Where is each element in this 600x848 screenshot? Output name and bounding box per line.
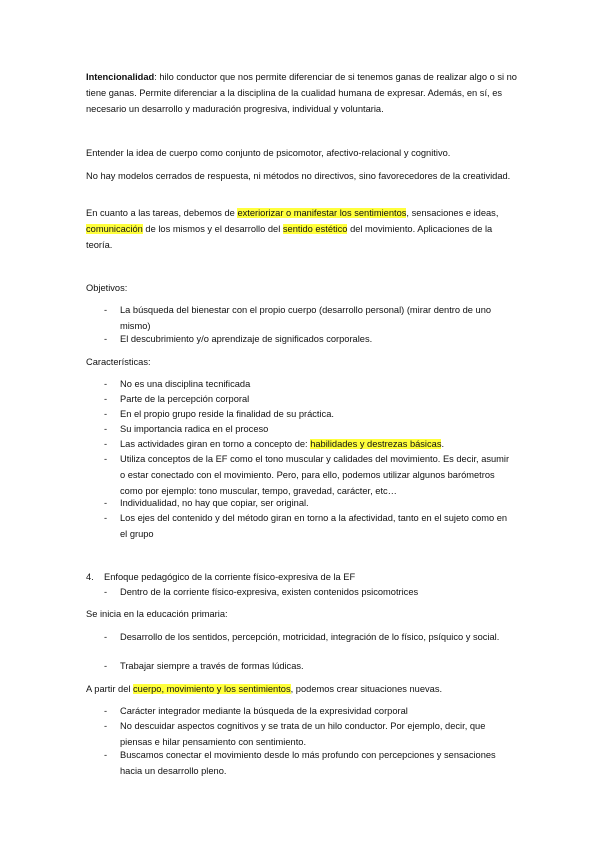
intencionalidad-text: : hilo conductor que nos permite diferenciar de si tenemos ganas de realizar algo o si no tiene ganas. Permite diferenciar a la disciplina de la cualidad humana de expresar. Además, en sí, es necesario un desarrollo y maduración progresiva, individual y voluntaria. — [86, 72, 517, 114]
bullet-dash: - — [104, 721, 108, 731]
paragraph-tareas: En cuanto a las tareas, debemos de exteriorizar o manifestar los sentimientos, sensaciones e ideas, comunicación de los mismos y el desarrollo del sentido estético del movimiento. Aplicaciones de la teoría. — [86, 208, 499, 250]
bullet-dash: - — [104, 334, 108, 344]
highlight-sentido-estetico: sentido estético — [282, 224, 348, 234]
bullet-dash: - — [104, 394, 108, 404]
section-title: Enfoque pedagógico de la corriente físico-expresiva de la EF — [104, 572, 356, 582]
list-item: Buscamos conectar el movimiento desde lo más profundo con percepciones y sensaciones hacia un desarrollo pleno. — [120, 750, 496, 776]
list-item: La búsqueda del bienestar con el propio cuerpo (desarrollo personal) (mirar dentro de uno mismo) — [120, 305, 492, 331]
list-item: Carácter integrador mediante la búsqueda de la expresividad corporal — [120, 706, 408, 716]
bullet-dash: - — [104, 498, 108, 508]
highlight-exteriorizar: exteriorizar o manifestar los sentimientos — [237, 208, 407, 218]
bullet-dash: - — [104, 750, 108, 760]
list-item: No es una disciplina tecnificada — [120, 379, 251, 389]
bullet-dash: - — [104, 424, 108, 434]
bullet-dash: - — [104, 632, 108, 642]
list-item: No descuidar aspectos cognitivos y se trata de un hilo conductor. Por ejemplo, decir, que piensas e hilar pensamiento con sentimiento. — [120, 721, 486, 747]
list-item: Trabajar siempre a través de formas lúdicas. — [120, 661, 304, 671]
intencionalidad-paragraph — [86, 69, 518, 117]
bullet-dash: - — [104, 439, 108, 449]
list-item: Utiliza conceptos de la EF como el tono muscular y calidades del movimiento. Es decir, asumir o estar conectado con el movimiento. Pero, para ello, podemos utilizar algunos barómetros como por ejemplo: tono muscular, tempo, gravedad, carácter, etc… — [120, 454, 510, 496]
highlight-comunicacion: comunicación — [86, 224, 143, 234]
list-item: Su importancia radica en el proceso — [120, 424, 269, 434]
list-item-habilidades: Las actividades giran en torno a concepto de: habilidades y destrezas básicas. — [120, 439, 445, 449]
list-item: El descubrimiento y/o aprendizaje de significados corporales. — [120, 334, 373, 344]
bullet-dash: - — [104, 305, 108, 315]
list-item: Desarrollo de los sentidos, percepción, motricidad, integración de lo físico, psíquico y social. — [120, 632, 500, 642]
paragraph-modelos: No hay modelos cerrados de respuesta, ni métodos no directivos, sino favorecedores de la creatividad. — [86, 171, 511, 181]
primaria-heading: Se inicia en la educación primaria: — [86, 609, 228, 619]
bullet-dash: - — [104, 587, 108, 597]
list-item: Individualidad, no hay que copiar, ser original. — [120, 498, 309, 508]
bullet-dash: - — [104, 454, 108, 464]
highlight-cuerpo-movimiento: cuerpo, movimiento y los sentimientos — [133, 684, 291, 694]
bullet-dash: - — [104, 661, 108, 671]
section-number: 4. — [86, 572, 94, 582]
intencionalidad-term: Intencionalidad — [86, 72, 155, 82]
list-item: En el propio grupo reside la finalidad de su práctica. — [120, 409, 334, 419]
paragraph-apartir: A partir del cuerpo, movimiento y los sentimientos, podemos crear situaciones nuevas. — [86, 684, 443, 694]
list-item: Dentro de la corriente físico-expresiva, existen contenidos psicomotrices — [120, 587, 419, 597]
list-item: Parte de la percepción corporal — [120, 394, 250, 404]
objetivos-heading: Objetivos: — [86, 283, 128, 293]
highlight-habilidades: habilidades y destrezas básicas — [310, 439, 442, 449]
bullet-dash: - — [104, 513, 108, 523]
paragraph-cuerpo: Entender la idea de cuerpo como conjunto de psicomotor, afectivo-relacional y cognitivo. — [86, 148, 451, 158]
bullet-dash: - — [104, 409, 108, 419]
caracteristicas-heading: Características: — [86, 357, 151, 367]
bullet-dash: - — [104, 706, 108, 716]
list-item: Los ejes del contenido y del método giran en torno a la afectividad, tanto en el sujeto como en el grupo — [120, 513, 508, 539]
bullet-dash: - — [104, 379, 108, 389]
